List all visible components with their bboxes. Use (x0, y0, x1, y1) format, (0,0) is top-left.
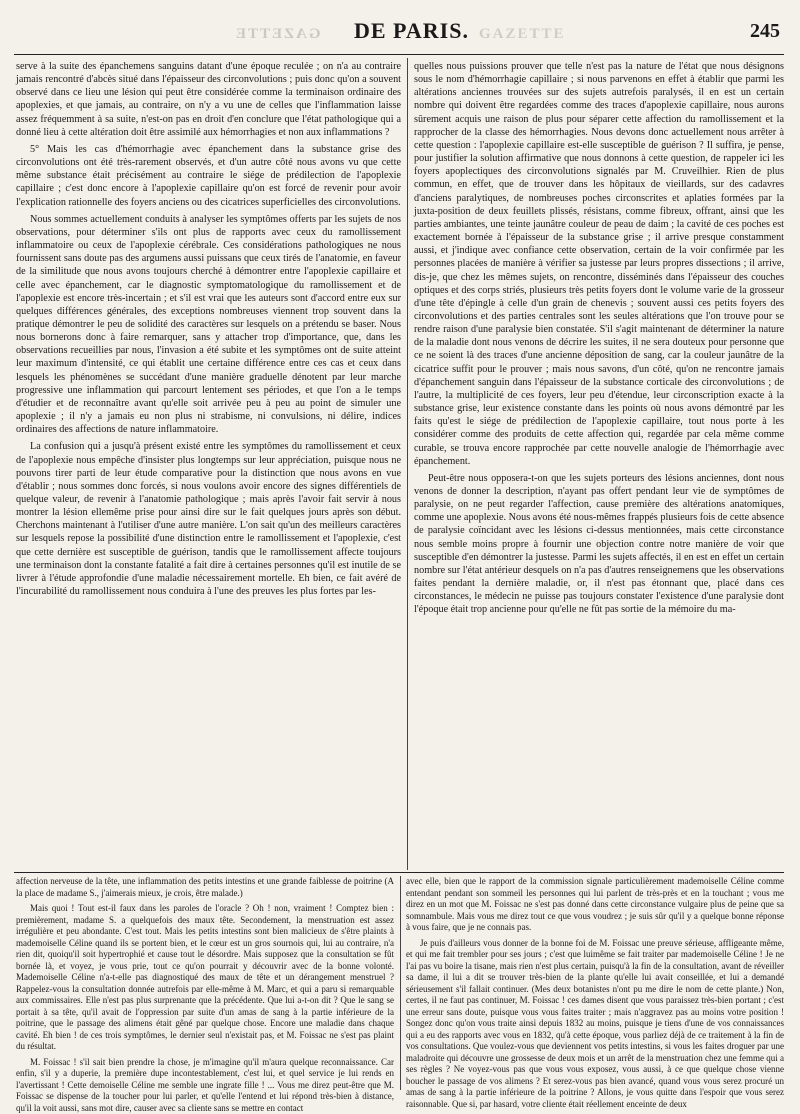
page-number: 245 (750, 20, 780, 43)
paragraph: serve à la suite des épanchemens sanguins datant d'une époque reculée ; on n'a au contraire jamais rencontré d'abcès situé dans l'épaisseur des circonvolutions ; puis donc qu'on a souvent observé dans ce lieu une lésion qui peut être considérée comme la terminaison ordinaire des apoplexies, et que jamais, au contraire, on n'y a vu une de celles que l'inflammation laisse assez fréquemment à sa suite, n'est-on pas en droit d'en conclure que l'état pathologique qui a donné lieu à cette altération doit être assimilé aux hémorrhagies et non aux inflammations ? (16, 60, 401, 139)
paragraph: La confusion qui a jusqu'à présent existé entre les symptômes du ramollissement et ceux de l'apoplexie nous empêche d'insister plus longtemps sur leur appréciation, puisque nous ne pouvons tirer parti de leur étude comparative pour la distinction que nous avons en vue d'établir ; nous sommes donc forcés, si nous voulons avoir encore des signes différentiels de quelque valeur, de revenir à l'anatomie pathologique ; mais après l'avoir fait servir à nous montrer la lésion ellemême prise pour ainsi dire sur le fait quelques jours après son début. Cherchons maintenant à l'utiliser d'une autre manière. L'on sait qu'un des meilleurs caractères sur lesquels repose la possibilité d'une distinction entre le ramollissement et l'apoplexie, c'est que cette dernière est susceptible de guérison, tandis que le ramollissement affecte toujours une terminaison dont la constante fatalité a fait dire à certaines personnes qu'il est inutile de se livrer à l'étude approfondie d'une maladie nécessairement mortelle. Eh bien, ce fait avéré de l'incurabilité du ramollissement nous conduira à l'une des preuves les plus fortes par les- (16, 440, 401, 598)
show-through-masthead-right: GAZETTE (479, 26, 566, 43)
paragraph: M. Foissac ! s'il sait bien prendre la chose, je m'imagine qu'il m'aura quelque reconnaissance. Car enfin, s'il y a duperie, la première dupe incontestablement, c'est lui, et quel service je lui rends en l'avertissant ! Cette demoiselle Céline me semble une ingrate fille ! ... Vous me direz peut-être que M. Foissac se dispense de la toucher pour lui parler, et qu'elle l'entend et lui répond très-bien à distance, qu'il la voit aussi, sans mot dire, causer avec sa cliente sans se mettre en contact (16, 1057, 394, 1114)
running-title: DE PARIS. (354, 18, 469, 44)
paragraph: affection nerveuse de la tête, une inflammation des petits intestins et une grande faiblesse de poitrine (A la place de madame S., j'aimerais mieux, je crois, être malade.) (16, 876, 394, 899)
feuilleton-right-column (406, 876, 784, 1092)
paragraph: quelles nous puissions prouver que telle n'est pas la nature de l'état que nous désignons sous le nom d'hémorrhagie capillaire ; si nous parvenons en effet à établir que parmi les altérations anciennes trouvées sur des sujets autrefois paralysés, il en est un certain nombre qui doivent être regardées comme des traces d'apoplexie capillaire, nous aurons sûrement acquis une raison de plus pour séparer cette affection du ramollissement et la rapprocher de la classe des hémorrhagies. Nous devons donc actuellement nous arrêter à cette question : l'apoplexie capillaire est-elle susceptible de guérison ? Il suffira, je pense, pour justifier la solution affirmative que nous donnons à cette question, de rappeler ici les foyers apoplectiques des circonvolutions signalés par M. Cruveilhier. Rien de plus commun, en effet, que de trouver dans les hôpitaux de vieillards, sur des cadavres d'anciens paralytiques, de nombreuses poches circonscrites et aplaties formées par la juxta-position de deux feuillets plissés, résistans, comme fibreux, offrant, ainsi que les parties ambiantes, une teinte jaunâtre couleur de peau de daim ; la cavité de ces poches est exactement bornée à l'épaisseur de la substance grise ; il arrive presque constamment aussi, et j'indique avec confiance cette observation, certain de la voir confirmée par les personnes placées de manière à vérifier sa justesse par leurs propres dissections ; il arrive, dis-je, que chez les mêmes sujets, on rencontre, disséminés dans l'épaisseur des couches optiques et des corps striés, plusieurs très petits foyers dont le volume varie de la grosseur d'une tête d'épingle à celle d'un grain de chenevis ; souvent aussi ces petits foyers des circonvolutions et des parties centrales sont les seules altérations que l'on trouve pour se rendre raison d'une paralysie bien constatée. S'il s'agit maintenant de déterminer la nature de la maladie dont nous venons de décrire les suites, il ne sera douteux pour personne que ce ne soient là des traces d'une ancienne déposition de sang, car la couleur jaunâtre de la cicatrice suffit pour le prouver ; mais nous savons, d'un côté, qu'on ne rencontre jamais d'épanchement sanguin dans l'épaisseur de la substance corticale des circonvolutions ; de l'autre, la multiplicité de ces foyers, leur peu d'étendue, leur circonscription exacte à la substance grise, leur existence constante dans les points où nous avons démontré par les faits qu'est le siége de prédilection de l'apoplexie capillaire, tout nous porte à les considérer comme des produits de cette affection qui, regardée par cela même comme curable, se trouva encore rapprochée par cette nouvelle analogie de l'hémorrhagie avec épanchement. (414, 60, 784, 468)
paragraph: Je puis d'ailleurs vous donner de la bonne foi de M. Foissac une preuve sérieuse, affligeante même, et qui me fait trembler pour ses jours ; c'est que luimême se fait traiter par mademoiselle Céline ! Je ne l'ai pas vu boire la tisane, mais rien n'est plus certain, puisqu'à la fin de la consultation, avant de réveiller sa dame, il lui a dit se trouver très-bien de la plante qu'elle lui avait conseillée, et lui a demandé sérieusement s'il fallait continuer. (Mes deux botanistes n'ont pu me dire le nom de cette plante.) Non, certes, il ne faut pas continuer, M. Foissac ! ces dames disent que vous paraissez très-bien portant ; c'est une erreur sans doute, puisque vous vous faites traiter ; mais n'aggravez pas au moins votre position ! Songez donc qu'on vous traite ainsi depuis 1832 au moins, puisque je tiens d'une de vos connaissances qui a eu des rapports avec vous en 1832, qu'à cette époque, vous parliez déjà de ce traitement à la fin de vos consultations. Que voulez-vous que deviennent vos petits intestins, si vous les faites droguer par une maladroite qui découvre une grossesse de deux mois et un arrêt de la menstruation chez une femme qui a ses règles ? Ne voyez-vous pas que vous vous exposez, vous aussi, à ce que quelque chose vienne boucher le passage de vos alimens ? Et serez-vous pas bien avancé, quand vous vous serez procuré un amas de sang à la partie inférieure de la poitrine ? Allons, je vous quitte dans l'espoir que vous serez raisonnable. Que si, par hasard, votre cliente était réellement enceinte de deux (406, 938, 784, 1111)
column-divider (407, 58, 408, 870)
show-through-masthead: GAZETTE (234, 26, 321, 43)
paragraph: 5° Mais les cas d'hémorrhagie avec épanchement dans la substance grise des circonvolutions ont été très-rarement observés, et d'un autre côté nous avons vu que cette même substance était précisément au contraire le siége de prédilection de l'apoplexie capillaire ; c'est donc encore à l'apoplexie capillaire qu'on est forcé de revenir pour avoir l'explication rationnelle des foyers anciens ou des cicatrices superficielles des circonvolutions. (16, 143, 401, 209)
feuilleton-rule (14, 872, 784, 873)
upper-left-column (16, 60, 401, 870)
feuilleton-left-column (16, 876, 394, 1092)
paragraph: Peut-être nous opposera-t-on que les sujets porteurs des lésions anciennes, dont nous venons de donner la description, n'ayant pas offert pendant leur vie de symptômes de paralysie, on ne peut regarder l'affection, cause première des altérations anatomiques, comme une apoplexie. Nous avons été nous-mêmes frappés plusieurs fois de cette absence de paralysie coïncidant avec les lésions ci-dessus mentionnées, mais cette circonstance nous semble moins propre à fournir une objection contre notre manière de voir que susceptible d'en démontrer la justesse. Parmi les sujets affectés, il en est en effet un certain nombre sur l'état antérieur desquels on n'a pas d'autres renseignemens que les observations faites pendant la dernière maladie, or, il n'est pas étonnant que, placé dans ces circonstances, le médecin ne puisse pas toujours constater l'existence d'une paralysie dont l'époque était trop ancienne pour qu'elle ne fût pas sortie de la mémoire du ma- (414, 472, 784, 617)
paragraph: Nous sommes actuellement conduits à analyser les symptômes offerts par les sujets de nos observations, pour déterminer s'ils ont plus de rapports avec ceux du ramollissement inflammatoire ou ceux de l'apoplexie cérébrale. Ces considérations pathologiques ne nous fournissent sans doute pas des argumens aussi puissans que ceux tirés de l'anatomie, en faveur de la similitude que nous avons toujours cherché à démontrer entre l'apoplexie capillaire et celle avec épanchement, car le diagnostic symptomatologique du ramollissement et de l'apoplexie est encore très-incertain ; et s'il est vrai que les auteurs sont d'accord entre eux sur quelques différences générales, des exceptions nombreuses viennent trop souvent dans la pratique démontrer le peu de solidité des caractères sur lesquels on a prétendu se baser. Nous nous bornerons donc à faire remarquer, sans y attacher trop d'importance, que, dans les observations recueillies par nous, l'invasion a été subite et les symptômes ont de suite atteint leur maximum d'intensité, ce qui établit une certaine différence entre ces cas et ceux dans lesquels les phénomènes se succédant d'une manière graduelle dénotent par leur marche progressive une inflammation qui parcourt lentement ses périodes, et que l'on a le temps d'étudier et de reconnaître avant qu'elle soit arrivée peu à peu au point de simuler une apoplexie ; il n'y a jamais eu non plus ni strabisme, ni convulsions, ni délire, indices ordinaires des affections de nature inflammatoire. (16, 213, 401, 437)
newspaper-page (14, 12, 784, 1092)
header-rule (14, 54, 784, 55)
upper-right-column (414, 60, 784, 870)
paragraph: Mais quoi ! Tout est-il faux dans les paroles de l'oracle ? Oh ! non, vraiment ! Comptez bien : premièrement, madame S. a quelquefois des maux tête. Secondement, la menstruation est assez irrégulière et peu abondante. C'est tout. Mais les petits intestins sont bien malicieux de s'être plaints à mademoiselle Céline quand ils se portent bien, et le cœur est un gros sournois qui, lui au contraire, n'a rien dit, quoiqu'il soit hypertrophié et cause tout le désordre. Mais supposez que la consultation se fût bornée là, et voyez, je vous prie, tout ce qu'on pourrait y découvrir avec de la bonne volonté. Mademoiselle Céline n'a-t-elle pas diagnostiqué des maux de tête et un dérangement menstruel ? Rappelez-vous la consultation donnée autrefois par elle-même à M. Marc, et qui a paru si remarquable aux commissaires. Elle n'est pas plus surprenante que la précédente. Que lui a-t-on dit ? Que le sang se portait à sa tête, qu'il avait de l'oppression par suite d'un amas de sang à la partie inférieure de la poitrine, que le passage des alimens était gêné par quelque chose. Encore une maladie dans chaque cavité. Eh bien ! de ces trois symptômes, le dernier seul n'existait pas, et M. Foissac ne s'est pas plaint du résultat. (16, 903, 394, 1053)
paragraph: avec elle, bien que le rapport de la commission signale particulièrement mademoiselle Céline comme entendant pendant son sommeil les personnes qui lui parlent de très-près et en la touchant ; vous me direz en un mot que M. Foissac ne s'est pas donné dans cette circonstance vulgaire plus de peine que sa somnambule. Mais vous me direz tout ce que vous voudrez ; je suis sûr qu'il y a quelque bonne réponse à vous faire, que je ne connais pas. (406, 876, 784, 934)
feuilleton-column-divider (400, 876, 401, 1090)
running-head (14, 16, 784, 52)
